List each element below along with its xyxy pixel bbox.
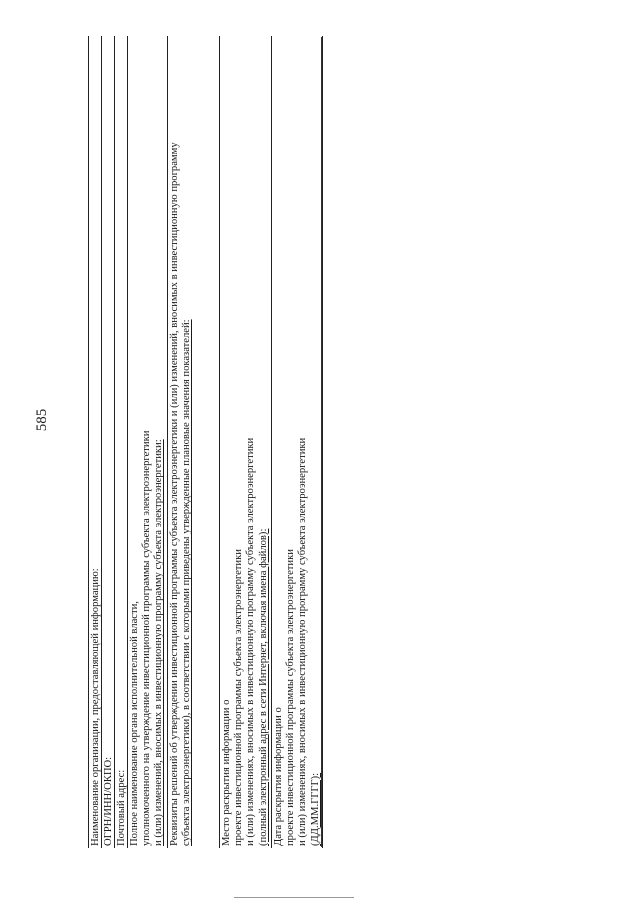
row-label-line: (полный электронный адрес в сети Интернет, включая имена файлов): bbox=[257, 528, 269, 846]
row-label-line: и (или) изменениях, вносимых в инвестиционную программу субъекта электроэнергетики bbox=[297, 437, 309, 846]
table-row bbox=[88, 36, 102, 848]
row-label-line: и (или) изменений, вносимых в инвестиционную программу субъекта электроэнергетики: bbox=[153, 439, 165, 846]
table-row bbox=[101, 36, 115, 848]
disclosure-form-table bbox=[88, 36, 320, 848]
row-label-line: Полное наименование органа исполнительной власти, bbox=[129, 601, 140, 846]
row-label-line: Реквизиты решений об утверждении инвестиционной программы субъекта электроэнергетики и (или) изменений, вносимых в инвестиционную программу bbox=[169, 142, 180, 846]
table-row bbox=[167, 36, 218, 848]
table-row bbox=[219, 36, 270, 848]
row-label: Наименование организации, предоставляющей информацию: bbox=[90, 568, 101, 846]
row-label-line: Дата раскрытия информации о bbox=[273, 707, 284, 846]
page-number: 585 bbox=[34, 408, 50, 432]
row-label-line: субъекта электроэнергетики), в соответствии с которыми приведены утвержденные плановые значения показателей: bbox=[181, 319, 193, 846]
row-label: Почтовый адрес: bbox=[116, 769, 127, 846]
scan-artifact-line bbox=[234, 897, 354, 898]
row-label: ОГРН/ИНН/ОКПО: bbox=[103, 756, 114, 846]
row-label-line: уполномоченного на утверждение инвестиционной программы субъекта электроэнергетики bbox=[141, 430, 153, 846]
row-label-line: Место раскрытия информации о bbox=[221, 699, 232, 846]
table-row bbox=[271, 36, 323, 848]
row-label-line: проекте инвестиционной программы субъекта электроэнергетики bbox=[285, 549, 297, 846]
row-label-line: проекте инвестиционной программы субъекта электроэнергетики bbox=[233, 549, 245, 846]
table-row bbox=[114, 36, 128, 848]
row-label-line: и (или) изменениях, вносимых в инвестиционную программу субъекта электроэнергетики bbox=[245, 437, 257, 846]
table-row bbox=[127, 36, 166, 848]
row-label-line: (ДД.ММ.ГГГГ): bbox=[309, 772, 321, 846]
